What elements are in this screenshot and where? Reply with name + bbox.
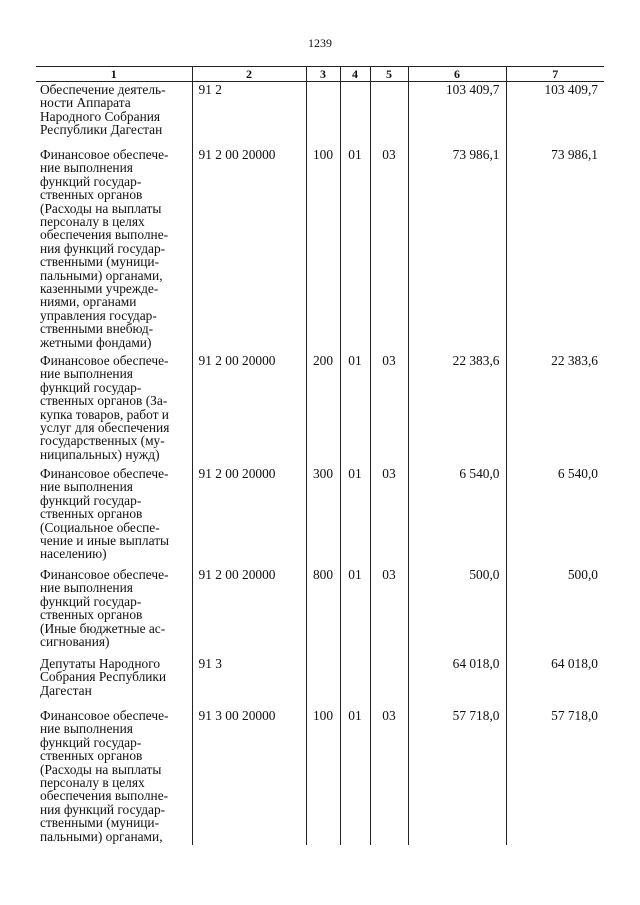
section-cell: 01 [340, 466, 370, 567]
amount-cell-7: 500,0 [506, 567, 604, 656]
section-cell [340, 656, 370, 708]
subsection-cell: 03 [370, 147, 408, 353]
classification-code-cell: 91 2 00 20000 [192, 466, 306, 567]
section-cell: 01 [340, 147, 370, 353]
classification-code-cell: 91 2 00 20000 [192, 353, 306, 466]
section-cell [340, 82, 370, 148]
subsection-cell [370, 656, 408, 708]
item-name-cell: Финансовое обеспече- ние выполнения функций государ- ственных органов (Иные бюджетные ас- сигнования) [40, 567, 169, 650]
amount-cell-6: 103 409,7 [408, 82, 506, 148]
classification-code-cell: 91 2 00 20000 [192, 147, 306, 353]
expense-type-cell [306, 82, 340, 148]
expense-type-cell: 100 [306, 708, 340, 845]
column-header: 3 [306, 67, 340, 82]
expense-type-cell [306, 656, 340, 708]
expense-type-cell: 200 [306, 353, 340, 466]
amount-cell-7: 103 409,7 [506, 82, 604, 148]
subsection-cell: 03 [370, 708, 408, 845]
subsection-cell: 03 [370, 353, 408, 466]
column-header: 6 [408, 67, 506, 82]
expense-type-cell: 800 [306, 567, 340, 656]
amount-cell-6: 57 718,0 [408, 708, 506, 845]
classification-code-cell: 91 2 00 20000 [192, 567, 306, 656]
subsection-cell: 03 [370, 567, 408, 656]
amount-cell-7: 73 986,1 [506, 147, 604, 353]
classification-code-cell: 91 3 00 20000 [192, 708, 306, 845]
expense-type-cell: 300 [306, 466, 340, 567]
amount-cell-7: 64 018,0 [506, 656, 604, 708]
amount-cell-6: 22 383,6 [408, 353, 506, 466]
item-name-cell: Финансовое обеспече- ние выполнения функций государ- ственных органов (За- купка товаров, работ и услуг для обеспечения государственных (му- ниципальных) нужд) [40, 353, 170, 462]
subsection-cell [370, 82, 408, 148]
amount-cell-6: 6 540,0 [408, 466, 506, 567]
amount-cell-6: 500,0 [408, 567, 506, 656]
table-row [36, 708, 604, 845]
table-row [36, 353, 604, 466]
budget-table [36, 66, 604, 845]
amount-cell-6: 73 986,1 [408, 147, 506, 353]
amount-cell-7: 22 383,6 [506, 353, 604, 466]
item-name-cell: Депутаты Народного Собрания Республики Дагестан [40, 656, 167, 698]
table-row [36, 466, 604, 567]
section-cell: 01 [340, 708, 370, 845]
column-header: 1 [36, 67, 192, 82]
amount-cell-7: 57 718,0 [506, 708, 604, 845]
item-name-cell: Финансовое обеспече- ние выполнения функций государ- ственных органов (Социальное обеспе- чение и иные выплаты населению) [40, 466, 170, 562]
column-header: 7 [506, 67, 604, 82]
table-row [36, 147, 604, 353]
table-row [36, 656, 604, 708]
expense-type-cell: 100 [306, 147, 340, 353]
section-cell: 01 [340, 353, 370, 466]
item-name-cell: Обеспечение деятель- ности Аппарата Народного Собрания Республики Дагестан [40, 82, 166, 138]
amount-cell-7: 6 540,0 [506, 466, 604, 567]
column-header: 4 [340, 67, 370, 82]
section-cell: 01 [340, 567, 370, 656]
table-row [36, 82, 604, 148]
amount-cell-6: 64 018,0 [408, 656, 506, 708]
classification-code-cell: 91 3 [192, 656, 306, 708]
page-number: 1239 [308, 36, 332, 50]
header-row [36, 67, 604, 82]
classification-code-cell: 91 2 [192, 82, 306, 148]
subsection-cell: 03 [370, 466, 408, 567]
item-name-cell: Финансовое обеспече- ние выполнения функций государ- ственных органов (Расходы на выплаты персоналу в целях обеспечения выполне- ния функций государ- ственными (муници- пальными) органами, казенными учрежде- ниями, органами управления государ- ственными внебюд- жетными фондами) [40, 147, 169, 350]
item-name-cell: Финансовое обеспече- ние выполнения функций государ- ственных органов (Расходы на выплаты персоналу в целях обеспечения выполне- ния функций государ- ственными (муници- пальными) органами, [40, 708, 169, 844]
table-row [36, 567, 604, 656]
column-header: 5 [370, 67, 408, 82]
column-header: 2 [192, 67, 306, 82]
